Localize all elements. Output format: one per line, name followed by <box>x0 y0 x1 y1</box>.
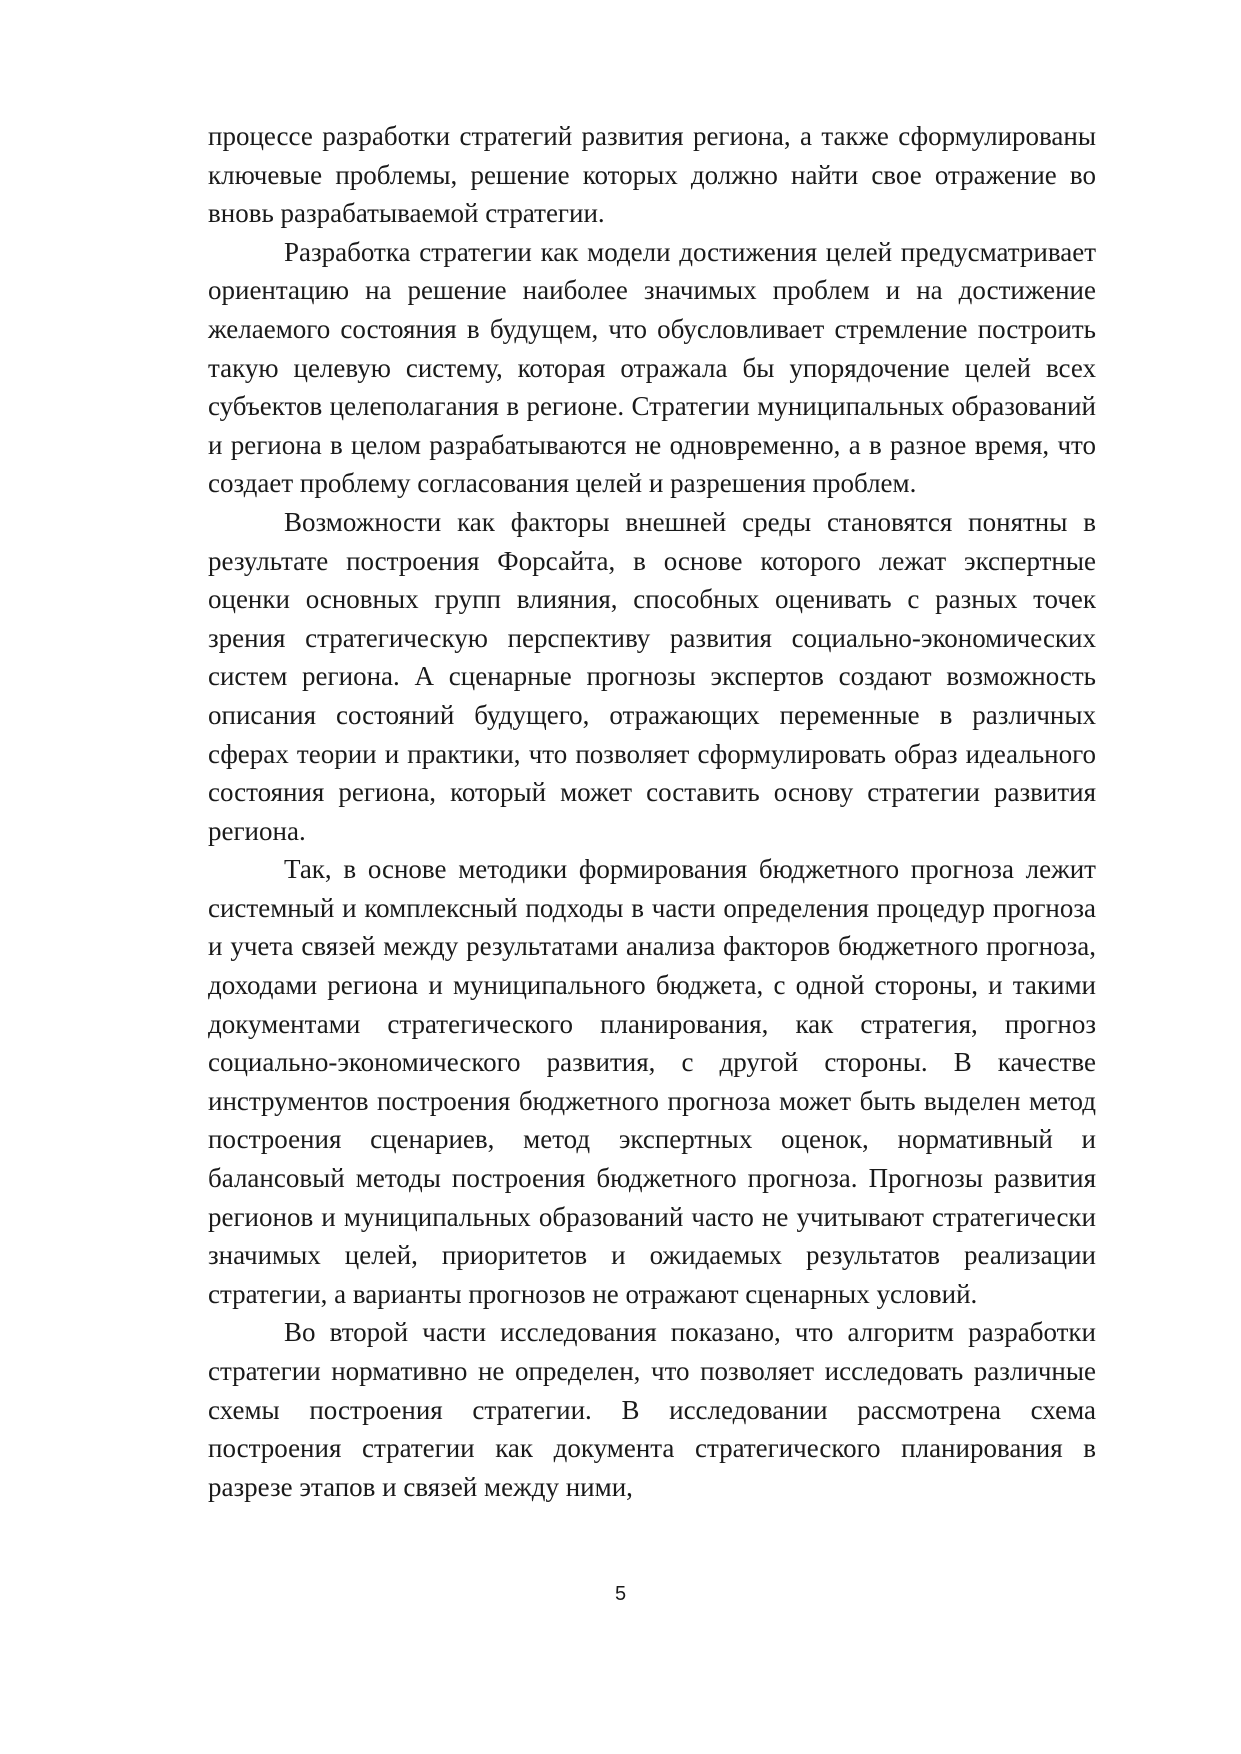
paragraph-continuation: процессе разработки стратегий развития региона, а также сформулированы ключевые проблемы, решение которых должно найти свое отражение во вновь разрабатываемой стратегии. <box>208 121 1096 229</box>
page-number: 5 <box>614 1583 627 1605</box>
paragraph-foresight-opportunities: Возможности как факторы внешней среды становятся понятны в результате построения Форсайта, в основе которого лежат экспертные оценки основных групп влияния, способных оценивать с разных точек зрения стратегическую перспективу развития социально-экономических систем региона. А сценарные прогнозы экспертов создают возможность описания состояний будущего, отражающих переменные в различных сферах теории и практики, что позволяет сформулировать образ идеального состояния региона, который может составить основу стратегии развития региона. <box>208 506 1096 846</box>
body-text <box>208 117 1096 1506</box>
paragraph-strategy-development: Разработка стратегии как модели достижения целей предусматривает ориентацию на решение наиболее значимых проблем и на достижение желаемого состояния в будущем, что обусловливает стремление построить такую целевую систему, которая отражала бы упорядочение целей всех субъектов целеполагания в регионе. Стратегии муниципальных образований и региона в целом разрабатываются не одновременно, а в разное время, что создает проблему согласования целей и разрешения проблем. <box>208 236 1096 499</box>
paragraph-second-part-research: Во второй части исследования показано, что алгоритм разработки стратегии нормативно не определен, что позволяет исследовать различные схемы построения стратегии. В исследовании рассмотрена схема построения стратегии как документа стратегического планирования в разрезе этапов и связей между ними, <box>208 1317 1096 1502</box>
paragraph-budget-forecast-methodology: Так, в основе методики формирования бюджетного прогноза лежит системный и комплексный подходы в части определения процедур прогноза и учета связей между результатами анализа факторов бюджетного прогноза, доходами региона и муниципального бюджета, с одной стороны, и такими документами стратегического планирования, как стратегия, прогноз социально-экономического развития, с другой стороны. В качестве инструментов построения бюджетного прогноза может быть выделен метод построения сценариев, метод экспертных оценок, нормативный и балансовый методы построения бюджетного прогноза. Прогнозы развития регионов и муниципальных образований часто не учитывают стратегически значимых целей, приоритетов и ожидаемых результатов реализации стратегии, а варианты прогнозов не отражают сценарных условий. <box>208 854 1096 1309</box>
